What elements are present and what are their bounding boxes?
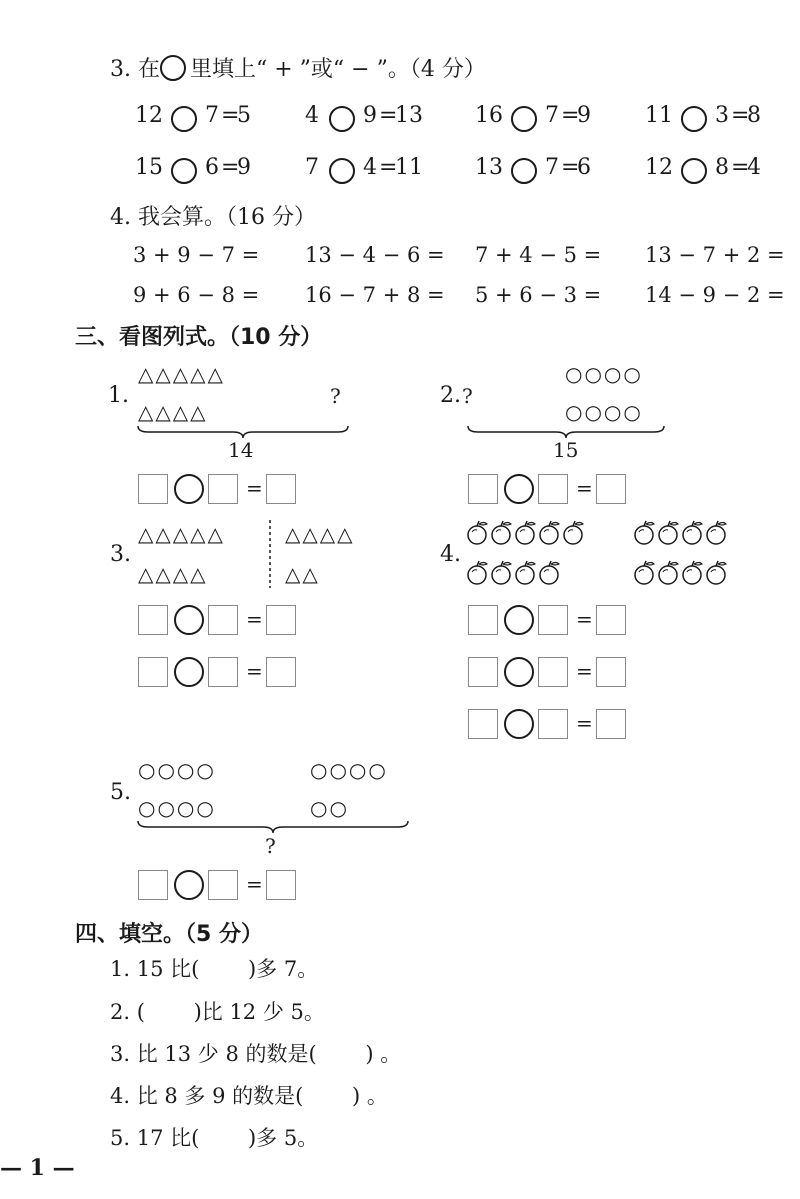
operator-blank-circle[interactable] [511,158,537,184]
equals-sign: = [246,872,263,896]
p5-brace-icon [136,819,410,835]
p2-total: 15 [553,438,579,462]
operator-blank-circle[interactable] [329,158,355,184]
q3-operand-a: 12 [135,103,163,128]
q3-operand-b: 7 [205,103,219,128]
p1-triangles-row1: △△△△△ [138,362,225,386]
blank-circle-icon [160,55,186,81]
q3-result: 4 [747,155,761,180]
p1-number: 1. [108,383,129,408]
q3-equals: = [561,103,580,128]
q3-result: 13 [395,103,423,128]
answer-box-2[interactable] [208,870,238,900]
apple-icon [657,560,681,586]
answer-box-1[interactable] [468,474,498,504]
operator-blank-circle[interactable] [174,870,204,900]
apple-icon [466,560,490,586]
answer-box-1[interactable] [138,474,168,504]
p3-right-row2: △△ [285,562,320,586]
q3-operand-b: 7 [545,103,559,128]
p2-circles-row2: ○○○○ [565,400,643,424]
answer-box-3[interactable] [266,870,296,900]
q3-operand-b: 8 [715,155,729,180]
answer-box-1[interactable] [468,605,498,635]
apple-icon [681,520,705,546]
answer-box-3[interactable] [266,474,296,504]
q3-equals: = [731,155,750,180]
q3-result: 5 [237,103,251,128]
operator-blank-circle[interactable] [171,106,197,132]
answer-box-1[interactable] [138,657,168,687]
p4-number: 4. [440,542,461,567]
p1-total: 14 [228,438,254,462]
p3-number: 3. [110,542,131,567]
apple-icon [562,520,586,546]
answer-box-3[interactable] [596,709,626,739]
apple-icon [538,520,562,546]
equals-sign: = [576,607,593,631]
page-number: — 1 — [0,1155,75,1181]
p3-right-row1: △△△△ [285,522,355,546]
q3-operand-a: 15 [135,155,163,180]
answer-box-3[interactable] [596,605,626,635]
apple-icon [705,520,729,546]
operator-blank-circle[interactable] [681,106,707,132]
q3-operand-a: 7 [305,155,319,180]
apple-icon [514,520,538,546]
equals-sign: = [576,476,593,500]
section-four-title: 四、填空。（5 分） [75,922,263,947]
answer-box-2[interactable] [538,657,568,687]
q3-operand-a: 11 [645,103,673,128]
p5-right-row1: ○○○○ [310,758,388,782]
equals-sign: = [576,711,593,735]
answer-box-3[interactable] [266,657,296,687]
apple-icon [466,520,490,546]
calc-problem: 13 − 4 − 6 = [305,243,445,267]
fill-item: 1. 15 比( )多 7。 [110,957,319,981]
operator-blank-circle[interactable] [174,605,204,635]
q3-result: 9 [237,155,251,180]
calc-problem: 5 + 6 − 3 = [475,283,602,307]
q3-result: 8 [747,103,761,128]
equals-sign: = [246,607,263,631]
calc-problem: 13 − 7 + 2 = [645,243,785,267]
answer-box-2[interactable] [538,605,568,635]
q3-operand-b: 6 [205,155,219,180]
calc-problem: 7 + 4 − 5 = [475,243,602,267]
apple-icon [681,560,705,586]
apple-icon [538,560,562,586]
operator-blank-circle[interactable] [171,158,197,184]
q3-operand-a: 13 [475,155,503,180]
q3-operand-a: 12 [645,155,673,180]
answer-box-1[interactable] [138,870,168,900]
apple-icon [633,520,657,546]
q3-result: 6 [577,155,591,180]
calc-problem: 3 + 9 − 7 = [133,243,260,267]
answer-box-2[interactable] [208,474,238,504]
equals-sign: = [246,659,263,683]
answer-box-2[interactable] [538,709,568,739]
calc-problem: 9 + 6 − 8 = [133,283,260,307]
p5-left-row2: ○○○○ [138,796,216,820]
fill-item: 2. ( )比 12 少 5。 [110,1000,325,1024]
equals-sign: = [576,659,593,683]
q3-label: 3. 在 [110,57,160,82]
q3-equals: = [379,103,398,128]
p2-question-mark: ? [462,384,473,408]
apple-icon [633,560,657,586]
operator-blank-circle[interactable] [511,106,537,132]
answer-box-3[interactable] [596,657,626,687]
q3-operand-b: 3 [715,103,729,128]
q3-equals: = [561,155,580,180]
equals-sign: = [246,476,263,500]
p3-divider [266,520,274,588]
fill-item: 5. 17 比( )多 5。 [110,1126,319,1150]
p5-question-mark: ? [265,834,276,858]
q3-operand-b: 7 [545,155,559,180]
operator-blank-circle[interactable] [504,709,534,739]
operator-blank-circle[interactable] [174,657,204,687]
answer-box-2[interactable] [538,474,568,504]
answer-box-1[interactable] [468,709,498,739]
q3-operand-b: 9 [363,103,377,128]
apple-icon [490,560,514,586]
q3-equals: = [731,103,750,128]
fill-item: 3. 比 13 少 8 的数是( ) 。 [110,1042,402,1066]
operator-blank-circle[interactable] [174,474,204,504]
p5-left-row1: ○○○○ [138,758,216,782]
calc-problem: 14 − 9 − 2 = [645,283,785,307]
p5-right-row2: ○○ [310,796,349,820]
apple-icon [705,560,729,586]
answer-box-1[interactable] [138,605,168,635]
p5-number: 5. [110,780,131,805]
p1-question-mark: ? [330,384,341,408]
operator-blank-circle[interactable] [329,106,355,132]
operator-blank-circle[interactable] [504,657,534,687]
apple-icon [490,520,514,546]
p2-circles-row1: ○○○○ [565,362,643,386]
q3-instruction: 里填上“ + ”或“ − ”。（4 分） [190,57,486,82]
operator-blank-circle[interactable] [681,158,707,184]
answer-box-2[interactable] [208,605,238,635]
operator-blank-circle[interactable] [504,605,534,635]
q3-equals: = [221,103,240,128]
answer-box-3[interactable] [596,474,626,504]
q3-result: 9 [577,103,591,128]
p1-triangles-row2: △△△△ [138,400,208,424]
p3-left-row1: △△△△△ [138,522,225,546]
q3-equals: = [379,155,398,180]
p3-left-row2: △△△△ [138,562,208,586]
answer-box-3[interactable] [266,605,296,635]
q3-operand-b: 4 [363,155,377,180]
p2-number: 2. [440,383,461,408]
apple-icon [657,520,681,546]
answer-box-1[interactable] [468,657,498,687]
apple-icon [514,560,538,586]
fill-item: 4. 比 8 多 9 的数是( ) 。 [110,1084,388,1108]
answer-box-2[interactable] [208,657,238,687]
calc-problem: 16 − 7 + 8 = [305,283,445,307]
q4-title: 4. 我会算。（16 分） [110,205,316,230]
q3-operand-a: 4 [305,103,319,128]
q3-operand-a: 16 [475,103,503,128]
q3-result: 11 [395,155,423,180]
operator-blank-circle[interactable] [504,474,534,504]
q3-equals: = [221,155,240,180]
section-three-title: 三、看图列式。（10 分） [75,325,323,350]
